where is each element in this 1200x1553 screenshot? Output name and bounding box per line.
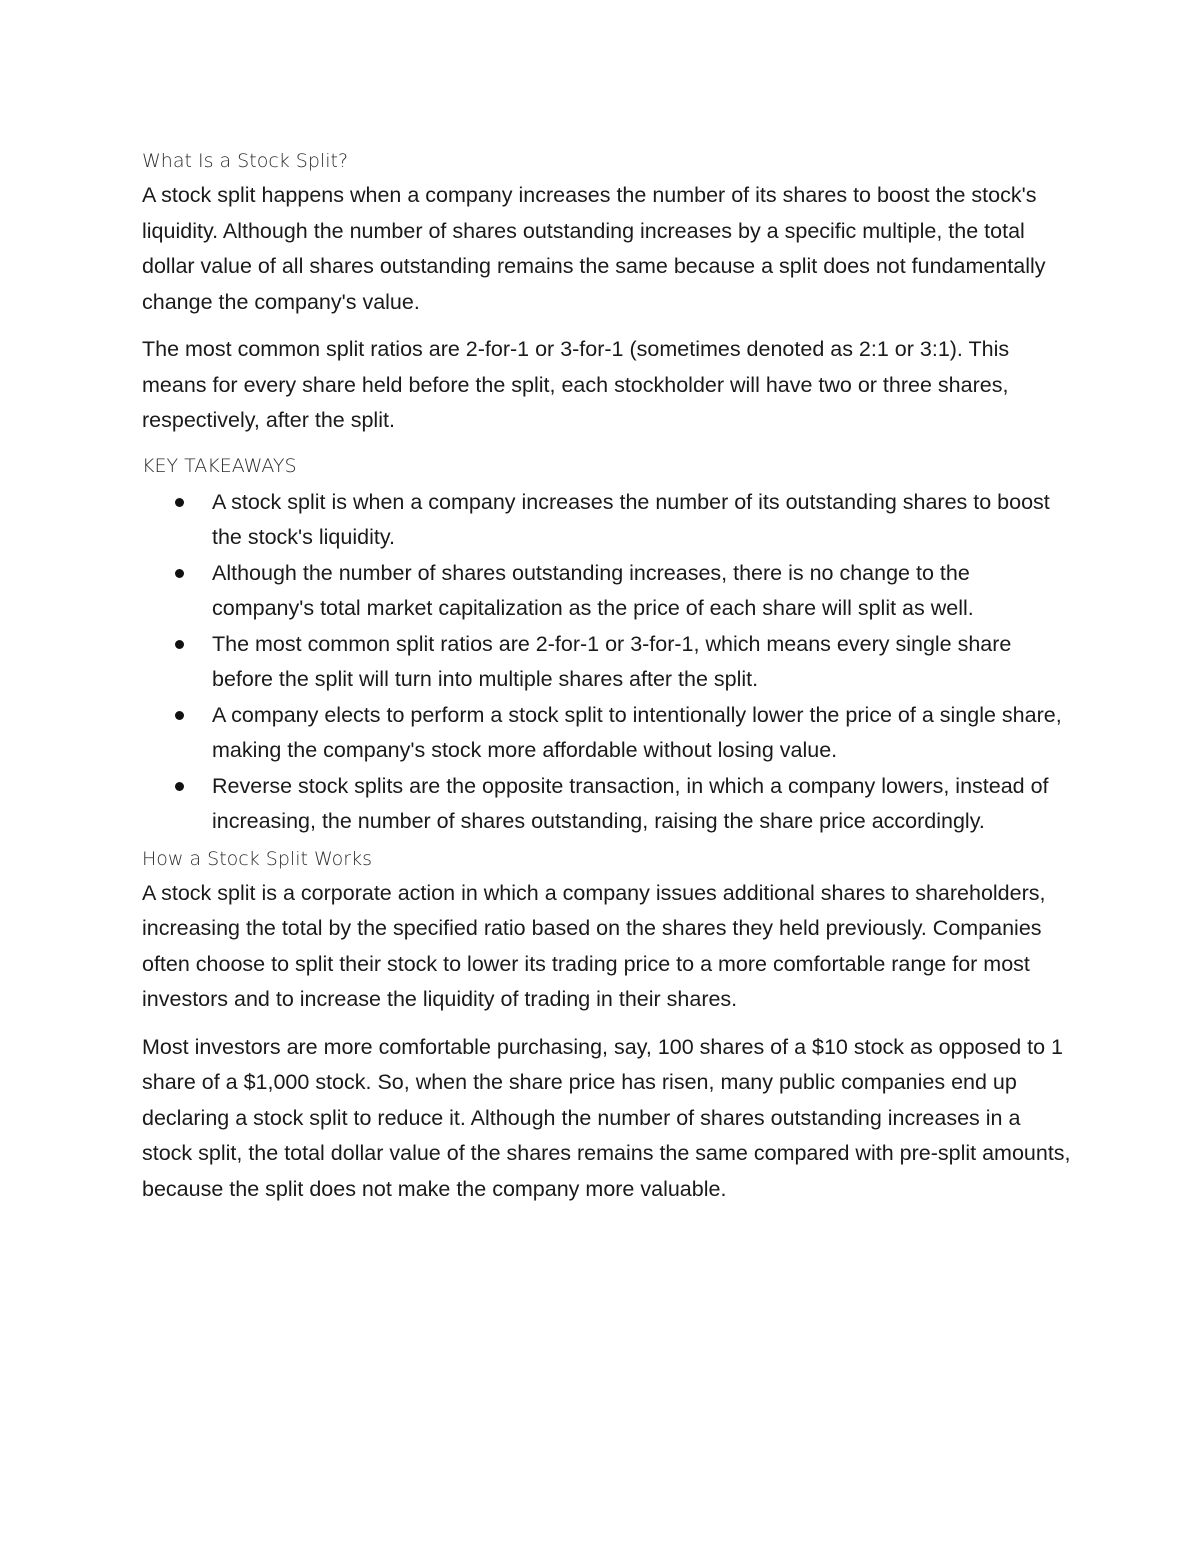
- list-item-text: Reverse stock splits are the opposite transaction, in which a company lowers, instead of increasing, the number of shares outstanding, raising the share price accordingly.: [212, 773, 1049, 833]
- list-item: [142, 485, 1072, 556]
- bullet-icon: [175, 498, 184, 507]
- list-item-text: A company elects to perform a stock split to intentionally lower the price of a single share, making the company's stock more affordable without losing value.: [212, 702, 1062, 762]
- bullet-icon: [175, 569, 184, 578]
- bullet-icon: [175, 711, 184, 720]
- paragraph-split-ratios: The most common split ratios are 2-for-1 or 3-for-1 (sometimes denoted as 2:1 or 3:1). This means for every share held before the split, each stockholder will have two or three shares, respectively, after the split.: [142, 337, 1010, 432]
- document-page: [142, 146, 1072, 1207]
- list-item-text: The most common split ratios are 2-for-1 or 3-for-1, which means every single share before the split will turn into multiple shares after the split.: [212, 631, 1012, 691]
- section-heading-what-is-stock-split: What Is a Stock Split?: [142, 150, 349, 172]
- bullet-icon: [175, 782, 184, 791]
- section-heading-key-takeaways: KEY TAKEAWAYS: [142, 454, 297, 477]
- paragraph-corporate-action: A stock split is a corporate action in which a company issues additional shares to shareholders, increasing the total by the specified ratio based on the shares they held previously. Companies often choose to split their stock to lower its trading price to a more comfortable range for most investors and to increase the liquidity of trading in their shares.: [142, 880, 1046, 1011]
- bullet-icon: [175, 640, 184, 649]
- key-takeaways-list: [142, 485, 1072, 840]
- list-item: [142, 698, 1072, 769]
- list-item-text: A stock split is when a company increases the number of its outstanding shares to boost the stock's liquidity.: [212, 489, 1050, 549]
- list-item: [142, 627, 1072, 698]
- paragraph-investor-comfort: Most investors are more comfortable purchasing, say, 100 shares of a $10 stock as opposed to 1 share of a $1,000 stock. So, when the share price has risen, many public companies end up declaring a stock split to reduce it. Although the number of shares outstanding increases in a stock split, the total dollar value of the shares remains the same compared with pre-split amounts, because the split does not make the company more valuable.: [142, 1034, 1071, 1201]
- list-item: [142, 556, 1072, 627]
- section-heading-how-stock-split-works: How a Stock Split Works: [142, 847, 372, 870]
- list-item-text: Although the number of shares outstanding increases, there is no change to the company's total market capitalization as the price of each share will split as well.: [212, 560, 974, 620]
- paragraph-definition: A stock split happens when a company increases the number of its shares to boost the stock's liquidity. Although the number of shares outstanding increases by a specific multiple, the total dollar value of all shares outstanding remains the same because a split does not fundamentally change the company's value.: [142, 183, 1046, 314]
- list-item: [142, 769, 1072, 840]
